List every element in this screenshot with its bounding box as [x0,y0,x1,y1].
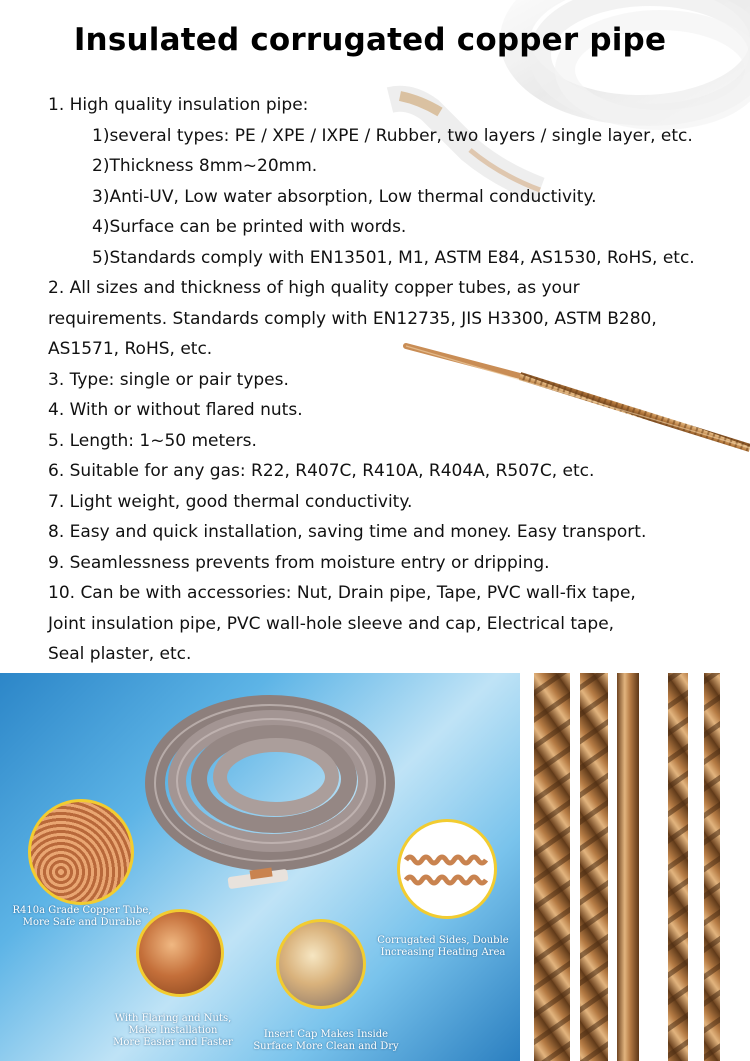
spec-item-10-line-2: Joint insulation pipe, PVC wall-hole sleeve and cap, Electrical tape, [48,613,615,634]
copper-tubes-samples-icon [520,673,750,1061]
spec-item-2-line-1: 2. All sizes and thickness of high quality copper tubes, as your [48,278,580,298]
spec-item-5: 5. Length: 1~50 meters. [48,430,257,451]
specification-list [48,90,738,670]
callout-insert-cap: Insert Cap Makes Inside Surface More Clean and Dry [253,1029,399,1052]
page-title: Insulated corrugated copper pipe [73,22,667,58]
spec-item-8: 8. Easy and quick installation, saving time and money. Easy transport. [48,522,647,542]
spec-subitem-5: 5)Standards comply with EN13501, M1, ASTM E84, AS1530, RoHS, etc. [92,247,695,268]
vertical-copper-tubes-image [520,673,750,1061]
spec-subitem-1: 1)several types: PE / XPE / IXPE / Rubber, two layers / single layer, etc. [92,125,693,146]
insert-cap-closeup-image [276,919,366,1009]
spec-item-10-line-3: Seal plaster, etc. [48,644,192,664]
spec-subitem-3: 3)Anti-UV, Low water absorption, Low thermal conductivity. [92,186,597,207]
copper-tube-closeup-image [28,799,134,905]
flared-nuts-closeup-image [136,909,224,997]
spec-item-2-line-2: requirements. Standards comply with EN12735, JIS H3300, ASTM B280, [48,308,657,329]
corrugated-sides-closeup-image [397,819,497,919]
spec-item-9: 9. Seamlessness prevents from moisture entry or dripping. [48,552,550,573]
callout-r410a: R410a Grade Copper Tube, More Safe and Durable [12,905,152,928]
spec-subitem-2: 2)Thickness 8mm~20mm. [92,156,318,176]
spec-item-3: 3. Type: single or pair types. [48,369,289,390]
spec-item-7: 7. Light weight, good thermal conductivity. [48,491,413,512]
product-feature-collage [0,673,520,1061]
corrugated-tube-icon [400,822,494,916]
spec-item-6: 6. Suitable for any gas: R22, R407C, R410A, R404A, R507C, etc. [48,461,595,481]
spec-item-10-line-1: 10. Can be with accessories: Nut, Drain pipe, Tape, PVC wall-fix tape, [48,583,636,603]
spec-item-4: 4. With or without flared nuts. [48,400,303,420]
callout-corrugated: Corrugated Sides, Double Increasing Heating Area [377,935,509,958]
spec-item-2-line-3: AS1571, RoHS, etc. [48,339,213,359]
spec-item-1: 1. High quality insulation pipe: [48,95,309,115]
spec-subitem-4: 4)Surface can be printed with words. [92,217,407,237]
callout-flaring: With Flaring and Nuts, Make Installation More Easier and Faster [113,1013,233,1048]
